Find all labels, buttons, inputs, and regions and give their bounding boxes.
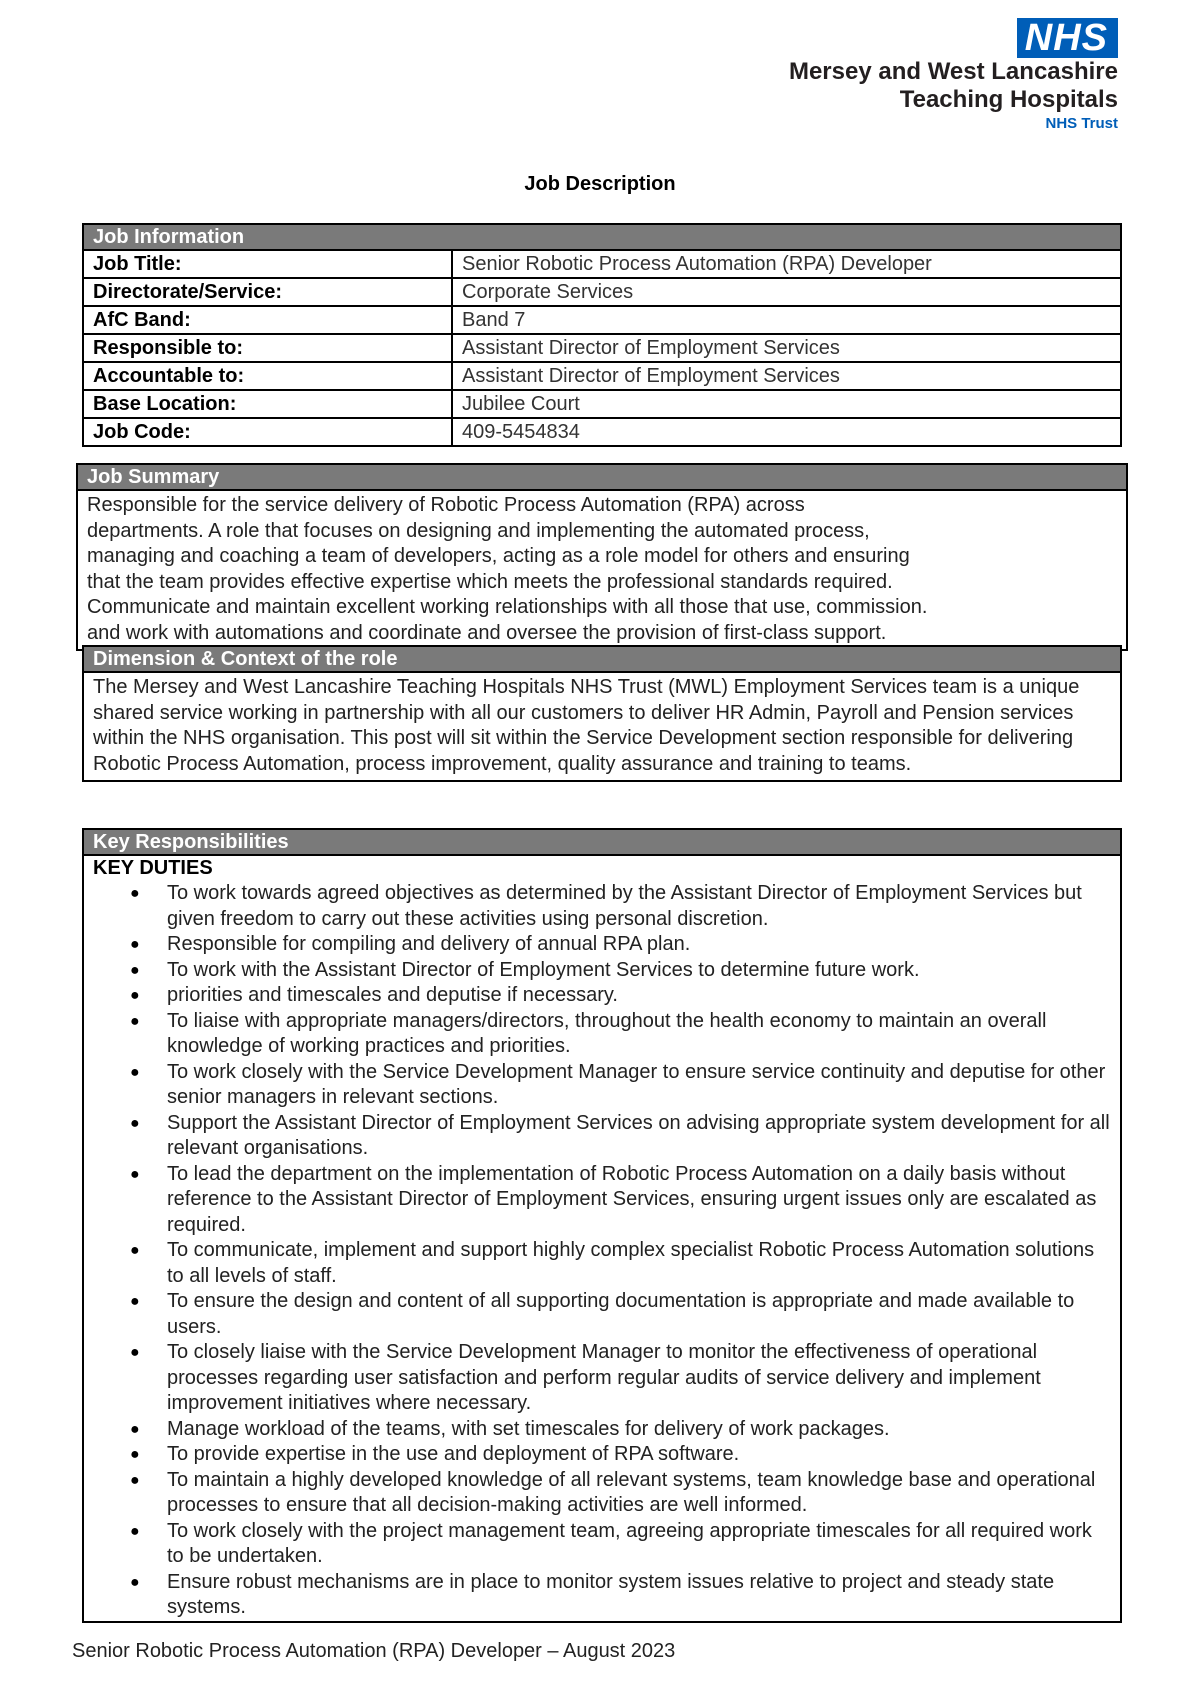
job-info-value: Jubilee Court (462, 393, 580, 415)
job-info-value: Corporate Services (462, 281, 634, 303)
bullet-icon: ● (130, 1344, 140, 1361)
bullet-icon: ● (130, 1063, 140, 1081)
job-summary-line: departments. A role that focuses on designing and implementing the automated process, (87, 519, 870, 542)
bullet-icon: ● (130, 1573, 140, 1591)
key-responsibilities-header: Key Responsibilities (84, 830, 1120, 856)
duty-text: To ensure the design and content of all supporting documentation is appropriate and made available to users. (167, 1290, 1075, 1338)
job-info-label: Directorate/Service: (84, 279, 453, 305)
job-summary-line: managing and coaching a team of developers, acting as a role model for others and ensuring (87, 545, 910, 567)
job-info-row (84, 419, 1120, 445)
job-info-label: Base Location: (84, 391, 453, 417)
duty-text: To work towards agreed objectives as determined by the Assistant Director of Employment Services but given freedom to carry out these activities using personal discretion. (167, 882, 1082, 930)
nhs-trust-logo (789, 18, 1118, 133)
duty-text: To provide expertise in the use and deployment of RPA software. (167, 1443, 740, 1465)
job-info-row (84, 391, 1120, 419)
job-info-value: Assistant Director of Employment Services (462, 337, 840, 359)
bullet-icon: ● (130, 936, 140, 953)
job-summary-line: Communicate and maintain excellent working relationships with all those that use, commission. (87, 596, 928, 618)
duty-text: To closely liaise with the Service Development Manager to monitor the effectiveness of operational processes regarding user satisfaction and perform regular audits of service delivery and implement improvement initiatives where necessary. (167, 1341, 1041, 1414)
org-name-line3: NHS Trust (1045, 115, 1118, 132)
bullet-icon: ● (130, 987, 140, 1004)
duty-item (84, 1340, 1110, 1417)
dimension-context-section (82, 645, 1122, 782)
duty-text: To liaise with appropriate managers/directors, throughout the health economy to maintain an overall knowledge of working practices and priorities. (167, 1009, 1047, 1057)
job-information-table (82, 223, 1122, 447)
job-info-value: Assistant Director of Employment Services (462, 365, 840, 387)
duty-text: Ensure robust mechanisms are in place to monitor system issues relative to project and steady state systems. (167, 1570, 1055, 1618)
bullet-icon: ● (130, 1471, 140, 1489)
duty-item (84, 1060, 1110, 1111)
duty-text: Responsible for compiling and delivery of annual RPA plan. (167, 933, 691, 955)
job-information-header: Job Information (84, 225, 1120, 251)
duty-item (84, 1442, 1110, 1468)
job-info-label: Accountable to: (84, 363, 453, 389)
job-summary-line: that the team provides effective expertise which meets the professional standards required. (87, 570, 893, 593)
key-responsibilities-section (82, 828, 1122, 1623)
duty-text: To work with the Assistant Director of Employment Services to determine future work. (167, 958, 920, 981)
duty-item (84, 958, 1110, 984)
job-summary-header: Job Summary (78, 465, 1126, 491)
document-title: Job Description (524, 173, 676, 195)
duty-text: To lead the department on the implementation of Robotic Process Automation on a daily basis without reference to the Assistant Director of Employment Services, ensuring urgent issues only are escalated as required. (167, 1162, 1097, 1236)
duty-item (84, 1162, 1110, 1239)
job-info-label: Job Title: (84, 251, 453, 277)
duty-item (84, 1519, 1110, 1570)
duty-item (84, 932, 1110, 958)
job-info-value: Senior Robotic Process Automation (RPA) Developer (462, 253, 932, 275)
bullet-icon: ● (130, 1165, 140, 1183)
job-info-label: Job Code: (84, 419, 453, 445)
job-info-value: 409-5454834 (462, 421, 580, 443)
job-info-row (84, 251, 1120, 279)
bullet-icon: ● (130, 961, 140, 979)
key-duties-heading: KEY DUTIES (93, 857, 213, 879)
duty-item (84, 881, 1110, 932)
duty-item (84, 1238, 1110, 1289)
job-summary-line: Responsible for the service delivery of Robotic Process Automation (RPA) across (87, 494, 805, 516)
duty-item (84, 1111, 1110, 1162)
duty-item (84, 1468, 1110, 1519)
bullet-icon: ● (130, 1522, 140, 1540)
duty-item (84, 983, 1110, 1009)
dimension-context-header: Dimension & Context of the role (84, 647, 1120, 673)
bullet-icon: ● (130, 1012, 140, 1030)
org-name-line1: Mersey and West Lancashire (788, 58, 1118, 85)
job-info-row (84, 363, 1120, 391)
duty-text: To maintain a highly developed knowledge of all relevant systems, team knowledge base and operational processes to ensure that all decision-making activities are well informed. (167, 1468, 1096, 1516)
page-footer: Senior Robotic Process Automation (RPA) Developer – August 2023 (72, 1640, 676, 1662)
job-info-label: AfC Band: (84, 307, 453, 333)
job-info-row (84, 279, 1120, 307)
dimension-context-text: The Mersey and West Lancashire Teaching Hospitals NHS Trust (MWL) Employment Services team is a unique shared service working in partnership with all our customers to deliver HR Admin, Payroll and Pension services within the NHS organisation. This post will sit within the Service Development section responsible for delivering Robotic Process Automation, process improvement, quality assurance and training to teams. (93, 676, 1080, 775)
nhs-logo-badge: NHS (1017, 18, 1118, 58)
duty-item (84, 1570, 1110, 1621)
bullet-icon: ● (130, 1114, 140, 1132)
org-name-line2: Teaching Hospitals (899, 86, 1118, 113)
job-info-label: Responsible to: (84, 335, 453, 361)
duty-text: To work closely with the project management team, agreeing appropriate timescales for all required work to be undertaken. (167, 1519, 1092, 1567)
duty-text: priorities and timescales and deputise if necessary. (167, 984, 618, 1006)
job-summary-text (78, 491, 1126, 649)
job-summary-line: and work with automations and coordinate and oversee the provision of first-class support. (87, 621, 887, 644)
key-duties-list (84, 881, 1120, 1621)
job-summary-section (76, 463, 1128, 651)
duty-text: To work closely with the Service Development Manager to ensure service continuity and deputise for other senior managers in relevant sections. (167, 1060, 1106, 1108)
bullet-icon: ● (130, 885, 140, 902)
duty-item (84, 1417, 1110, 1443)
bullet-icon: ● (130, 1242, 140, 1259)
duty-text: Manage workload of the teams, with set timescales for delivery of work packages. (167, 1417, 890, 1440)
duty-item (84, 1289, 1110, 1340)
duty-text: Support the Assistant Director of Employment Services on advising appropriate system development for all relevant organisations. (167, 1111, 1110, 1159)
job-info-row (84, 307, 1120, 335)
duty-text: To communicate, implement and support highly complex specialist Robotic Process Automation solutions to all levels of staff. (167, 1239, 1095, 1287)
bullet-icon: ● (130, 1420, 140, 1438)
job-info-value: Band 7 (462, 309, 526, 331)
duty-item (84, 1009, 1110, 1060)
job-info-row (84, 335, 1120, 363)
bullet-icon: ● (130, 1446, 140, 1463)
bullet-icon: ● (130, 1293, 140, 1310)
